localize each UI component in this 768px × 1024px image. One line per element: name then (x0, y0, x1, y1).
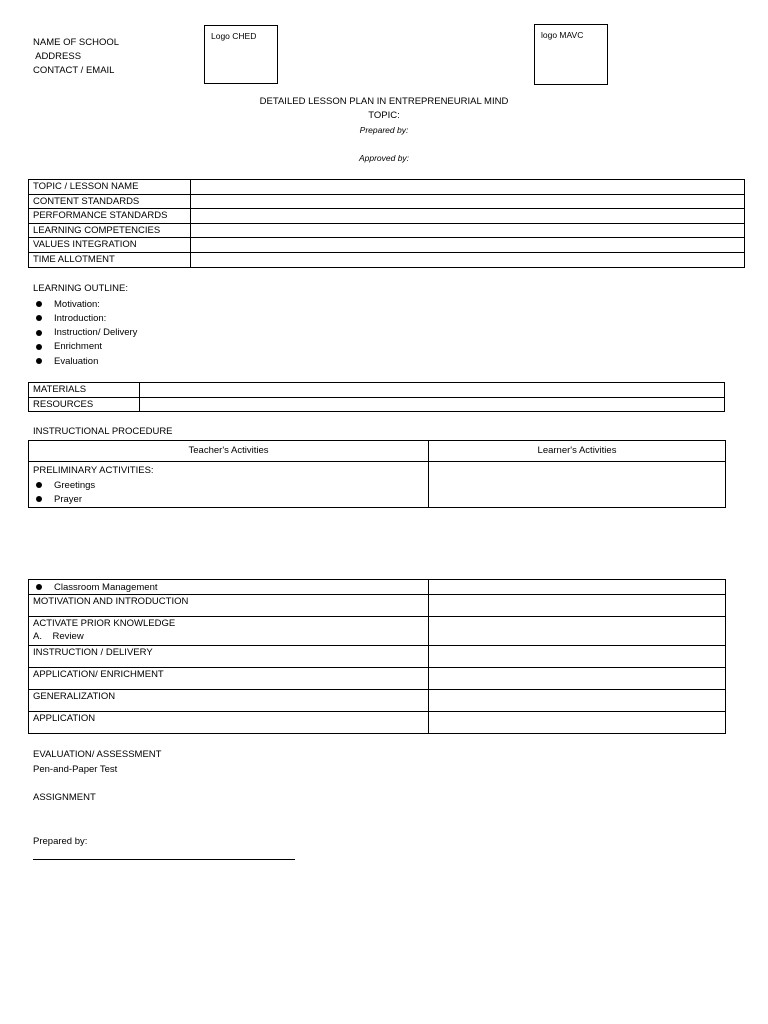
school-info (33, 36, 119, 78)
document-title: DETAILED LESSON PLAN IN ENTREPRENEURIAL MIND (259, 96, 509, 107)
bullet-icon (36, 496, 42, 502)
info-row-label: TOPIC / LESSON NAME (29, 180, 191, 195)
bullet-icon (36, 584, 42, 590)
outline-item: Evaluation (33, 354, 137, 368)
pen-paper-test: Pen-and-Paper Test (33, 764, 118, 775)
activate-prior-knowledge-label: ACTIVATE PRIOR KNOWLEDGE (33, 618, 176, 630)
prepared-by-top: Prepared by: (359, 125, 409, 135)
approved-by-top: Approved by: (358, 153, 410, 163)
school-contact: CONTACT / EMAIL (33, 65, 115, 76)
preliminary-activities-label: PRELIMINARY ACTIVITIES: (33, 465, 154, 476)
info-row-label: VALUES INTEGRATION (29, 238, 191, 253)
learner-activities-cell[interactable] (429, 462, 726, 508)
motivation-introduction-label: MOTIVATION AND INTRODUCTION (29, 595, 429, 617)
learner-cell[interactable] (429, 580, 726, 595)
instructional-procedure-heading: INSTRUCTIONAL PROCEDURE (33, 426, 173, 437)
logo-ched-label: Logo CHED (211, 31, 257, 41)
outline-item: Motivation: (33, 297, 137, 311)
bullet-icon (36, 344, 42, 350)
procedure-table-2 (28, 579, 726, 734)
application-label: APPLICATION (29, 712, 429, 734)
application-enrichment-label: APPLICATION/ ENRICHMENT (29, 668, 429, 690)
info-row-value[interactable] (191, 194, 745, 209)
activate-prior-knowledge-cell (29, 617, 429, 646)
materials-table (28, 382, 725, 412)
learner-cell[interactable] (429, 617, 726, 646)
teacher-activities-header: Teacher's Activities (29, 441, 429, 462)
procedure-table-1 (28, 440, 726, 508)
logo-mavc-label: logo MAVC (541, 30, 584, 40)
school-address: ADDRESS (33, 51, 82, 62)
prepared-by-bottom: Prepared by: (33, 836, 88, 847)
assignment-heading: ASSIGNMENT (33, 792, 96, 803)
bullet-icon (36, 358, 42, 364)
signature-line (33, 859, 295, 860)
outline-item: Enrichment (33, 340, 137, 354)
learner-activities-header: Learner's Activities (429, 441, 726, 462)
learner-cell[interactable] (429, 646, 726, 668)
bullet-icon (36, 315, 42, 321)
bullet-icon (36, 482, 42, 488)
logo-ched-box (204, 25, 278, 84)
classroom-management-item: Classroom Management (29, 580, 428, 594)
resources-label: RESOURCES (29, 397, 140, 412)
instruction-delivery-label: INSTRUCTION / DELIVERY (29, 646, 429, 668)
outline-item: Introduction: (33, 311, 137, 325)
materials-value[interactable] (140, 383, 725, 398)
topic-label: TOPIC: (368, 110, 400, 121)
learner-cell[interactable] (429, 668, 726, 690)
learning-outline-heading: LEARNING OUTLINE: (33, 283, 129, 294)
prelim-item: Prayer (33, 492, 428, 506)
bullet-icon (36, 301, 42, 307)
bullet-icon (36, 330, 42, 336)
learner-cell[interactable] (429, 595, 726, 617)
materials-label: MATERIALS (29, 383, 140, 398)
preliminary-activities-cell (29, 462, 429, 508)
info-row-label: LEARNING COMPETENCIES (29, 223, 191, 238)
info-row-label: PERFORMANCE STANDARDS (29, 209, 191, 224)
lesson-info-table (28, 179, 745, 268)
school-name: NAME OF SCHOOL (33, 37, 120, 48)
evaluation-heading: EVALUATION/ ASSESSMENT (33, 749, 162, 760)
prelim-item: Greetings (33, 478, 428, 492)
review-label: A. Review (33, 631, 84, 643)
info-row-value[interactable] (191, 209, 745, 224)
info-row-value[interactable] (191, 180, 745, 195)
info-row-label: CONTENT STANDARDS (29, 194, 191, 209)
learner-cell[interactable] (429, 712, 726, 734)
generalization-label: GENERALIZATION (29, 690, 429, 712)
resources-value[interactable] (140, 397, 725, 412)
logo-mavc-box (534, 24, 608, 85)
info-row-value[interactable] (191, 223, 745, 238)
learning-outline (33, 283, 137, 368)
learner-cell[interactable] (429, 690, 726, 712)
classroom-management-cell (29, 580, 429, 595)
info-row-value[interactable] (191, 252, 745, 267)
info-row-label: TIME ALLOTMENT (29, 252, 191, 267)
outline-item: Instruction/ Delivery (33, 326, 137, 340)
info-row-value[interactable] (191, 238, 745, 253)
